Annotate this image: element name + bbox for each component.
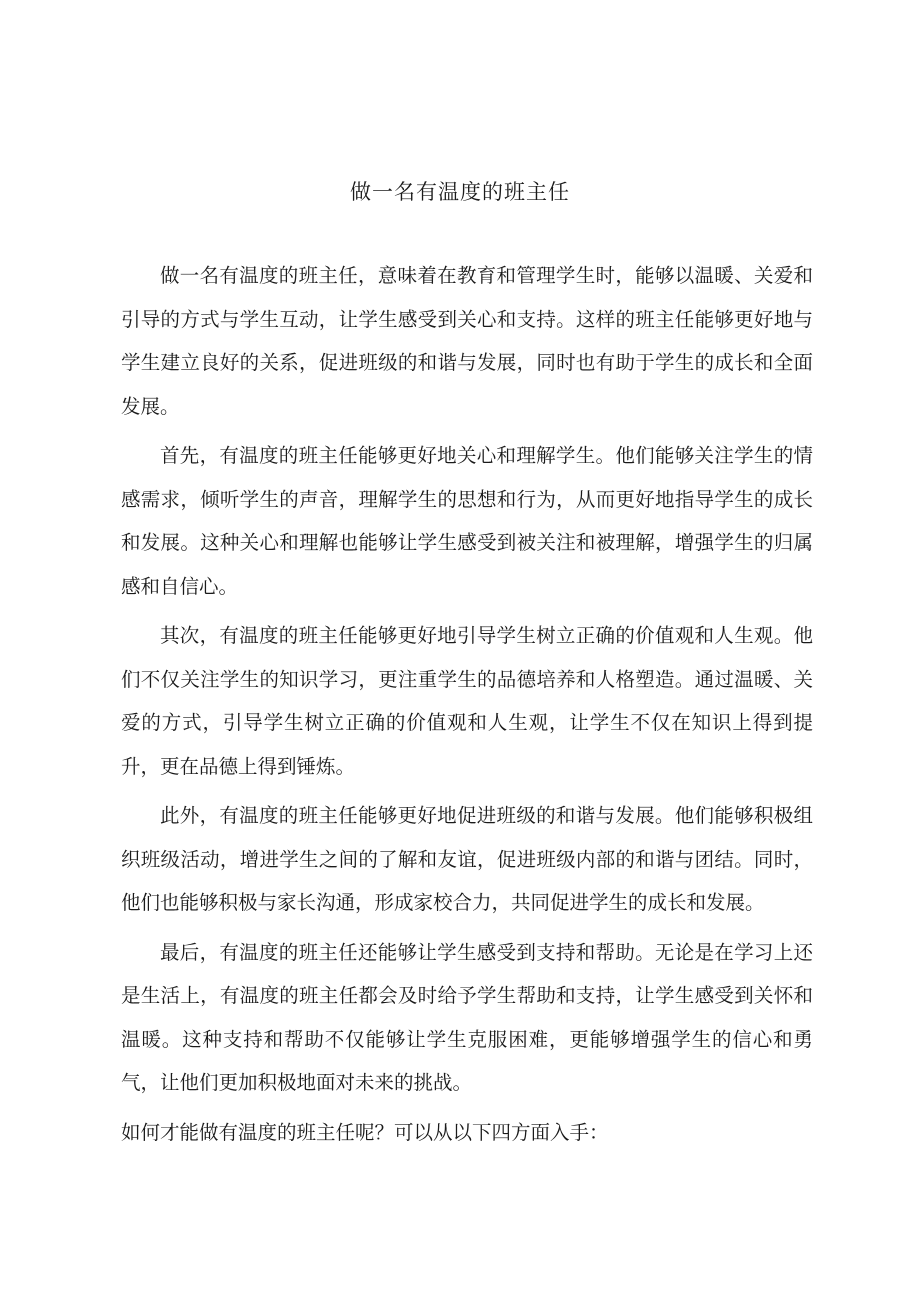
paragraph-third: 此外，有温度的班主任能够更好地促进班级的和谐与发展。他们能够积极组织班级活动，增进学生之间的了解和友谊，促进班级内部的和谐与团结。同时，他们也能够积极与家长沟通，形成家校合力，共同促进学生的成长和发展。 xyxy=(121,804,813,914)
paragraph-last: 最后，有温度的班主任还能够让学生感受到支持和帮助。无论是在学习上还是生活上，有温度的班主任都会及时给予学生帮助和支持，让学生感受到关怀和温暖。这种支持和帮助不仅能够让学生克服困难，更能够增强学生的信心和勇气，让他们更加积极地面对未来的挑战。 xyxy=(121,940,813,1094)
document-title: 做一名有温度的班主任 xyxy=(350,180,570,204)
closing-line: 如何才能做有温度的班主任呢？可以从以下四方面入手： xyxy=(121,1120,609,1144)
paragraph-first: 首先，有温度的班主任能够更好地关心和理解学生。他们能够关注学生的情感需求，倾听学生的声音，理解学生的思想和行为，从而更好地指导学生的成长和发展。这种关心和理解也能够让学生感受到被关注和被理解，增强学生的归属感和自信心。 xyxy=(121,444,813,598)
paragraph-intro: 做一名有温度的班主任，意味着在教育和管理学生时，能够以温暖、关爱和引导的方式与学生互动，让学生感受到关心和支持。这样的班主任能够更好地与学生建立良好的关系，促进班级的和谐与发展，同时也有助于学生的成长和全面发展。 xyxy=(121,264,813,418)
paragraph-second: 其次，有温度的班主任能够更好地引导学生树立正确的价值观和人生观。他们不仅关注学生的知识学习，更注重学生的品德培养和人格塑造。通过温暖、关爱的方式，引导学生树立正确的价值观和人生观，让学生不仅在知识上得到提升，更在品德上得到锤炼。 xyxy=(121,624,813,778)
document-body xyxy=(121,254,813,1160)
